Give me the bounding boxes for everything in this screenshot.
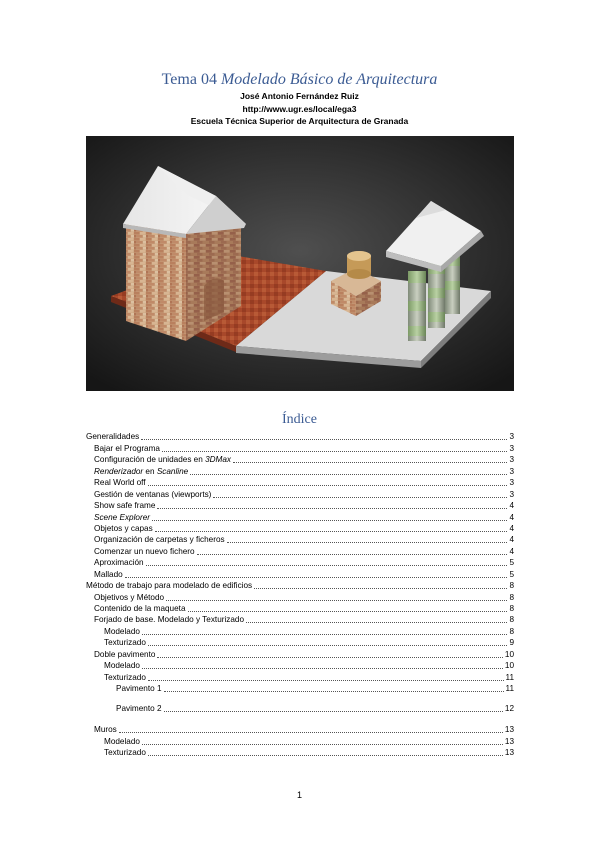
toc-entry[interactable]: Mallado 5 [94,569,514,579]
toc-entry[interactable]: Texturizado 13 [104,747,514,757]
document-header [0,70,599,128]
toc-entry[interactable]: Show safe frame 4 [94,501,514,511]
toc-entry[interactable]: Scene Explorer 4 [94,512,514,522]
toc-entry[interactable]: Generalidades 3 [86,432,514,442]
toc-entry[interactable]: Forjado de base. Modelado y Texturizado 8 [94,615,514,625]
toc-entry[interactable]: Pavimento 1 11 [116,684,514,694]
toc-entry[interactable]: Bajar el Programa 3 [94,443,514,453]
toc-entry[interactable]: Modelado 8 [104,626,514,636]
toc-entry[interactable]: Objetivos y Método 8 [94,592,514,602]
toc-entry[interactable]: Método de trabajo para modelado de edificios 8 [86,581,514,591]
document-title [0,70,599,90]
author-url[interactable]: http://www.ugr.es/local/ega3 [242,103,357,114]
title-subtitle: Modelado Básico de Arquitectura [220,71,438,88]
table-of-contents [86,431,514,758]
toc-entry[interactable]: Renderizador en Scanline 3 [94,466,514,476]
toc-entry[interactable]: Real World off 3 [94,478,514,488]
toc-entry[interactable]: Muros 13 [94,725,514,735]
toc-entry[interactable]: Texturizado 9 [104,638,514,648]
toc-entry[interactable]: Doble pavimento 10 [94,649,514,659]
toc-entry[interactable]: Configuración de unidades en 3DMax 3 [94,455,514,465]
toc-entry[interactable]: Modelado 13 [104,736,514,746]
toc-entry[interactable]: Texturizado 11 [104,672,514,682]
toc-heading: Índice [282,412,317,427]
architecture-render-image [86,136,514,391]
toc-entry[interactable]: Pavimento 2 12 [116,704,514,714]
toc-entry[interactable]: Modelado 10 [104,661,514,671]
page-number: 1 [296,790,302,800]
toc-entry[interactable]: Contenido de la maqueta 8 [94,604,514,613]
toc-entry[interactable]: Gestión de ventanas (viewports) 3 [94,489,514,499]
toc-entry[interactable]: Aproximación 5 [94,558,514,568]
school-name: Escuela Técnica Superior de Arquitectura de Granada [190,116,409,126]
author-name: José Antonio Fernández Ruiz [240,91,359,101]
toc-entry[interactable]: Comenzar un nuevo fichero 4 [94,546,514,556]
toc-entry[interactable]: Objetos y capas 4 [94,523,514,533]
title-number: Tema 04 [161,71,217,88]
toc-entry[interactable]: Organización de carpetas y ficheros 4 [94,535,514,545]
